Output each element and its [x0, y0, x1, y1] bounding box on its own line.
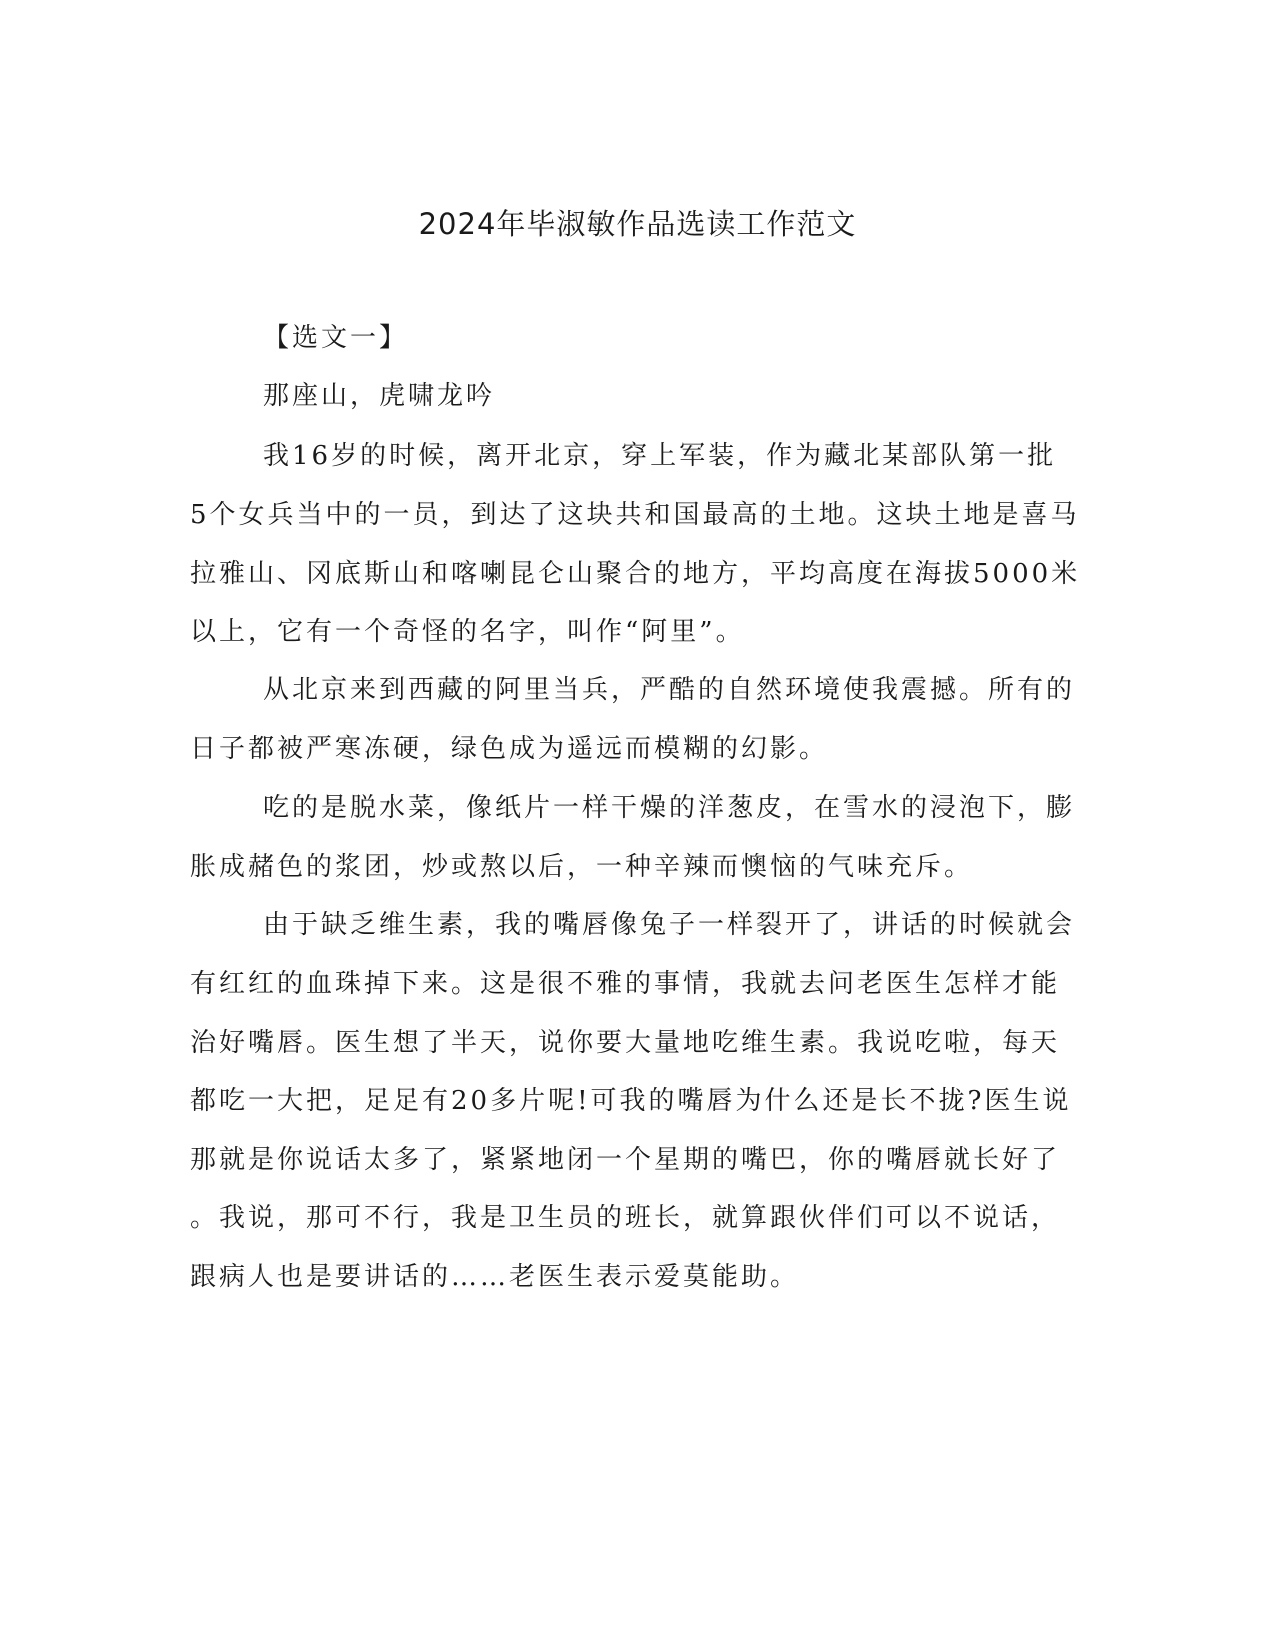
document-title: 2024年毕淑敏作品选读工作范文: [418, 207, 857, 241]
paragraph-line: 那就是你说话太多了，紧紧地闭一个星期的嘴巴，你的嘴唇就长好了: [190, 1145, 1061, 1175]
paragraph-line: 由于缺乏维生素，我的嘴唇像兔子一样裂开了，讲话的时候就会: [263, 910, 1076, 940]
section-heading: 那座山，虎啸龙吟: [263, 381, 496, 411]
paragraph-line: 我16岁的时候，离开北京，穿上军装，作为藏北某部队第一批: [263, 441, 1057, 471]
section-label: 【选文一】: [263, 323, 409, 353]
paragraph-line: 跟病人也是要讲话的……老医生表示爱莫能助。: [190, 1262, 800, 1292]
paragraph-line: 拉雅山、冈底斯山和喀喇昆仑山聚合的地方，平均高度在海拔5000米: [190, 559, 1081, 589]
paragraph-line: 5个女兵当中的一员，到达了这块共和国最高的土地。这块土地是喜马: [190, 500, 1080, 530]
paragraph-line: 治好嘴唇。医生想了半天，说你要大量地吃维生素。我说吃啦，每天: [190, 1028, 1061, 1058]
paragraph-line: 。我说，那可不行，我是卫生员的班长，就算跟伙伴们可以不说话，: [190, 1203, 1061, 1233]
paragraph-line: 从北京来到西藏的阿里当兵，严酷的自然环境使我震撼。所有的: [263, 675, 1076, 705]
paragraph-line: 胀成赭色的浆团，炒或熬以后，一种辛辣而懊恼的气味充斥。: [190, 852, 974, 882]
paragraph-line: 日子都被严寒冻硬，绿色成为遥远而模糊的幻影。: [190, 734, 829, 764]
paragraph-line: 吃的是脱水菜，像纸片一样干燥的洋葱皮，在雪水的浸泡下，膨: [263, 793, 1076, 823]
paragraph-line: 有红红的血珠掉下来。这是很不雅的事情，我就去问老医生怎样才能: [190, 969, 1061, 999]
paragraph-line: 都吃一大把，足足有20多片呢!可我的嘴唇为什么还是长不拢?医生说: [190, 1086, 1072, 1116]
paragraph-line: 以上，它有一个奇怪的名字，叫作“阿里”。: [190, 617, 745, 647]
